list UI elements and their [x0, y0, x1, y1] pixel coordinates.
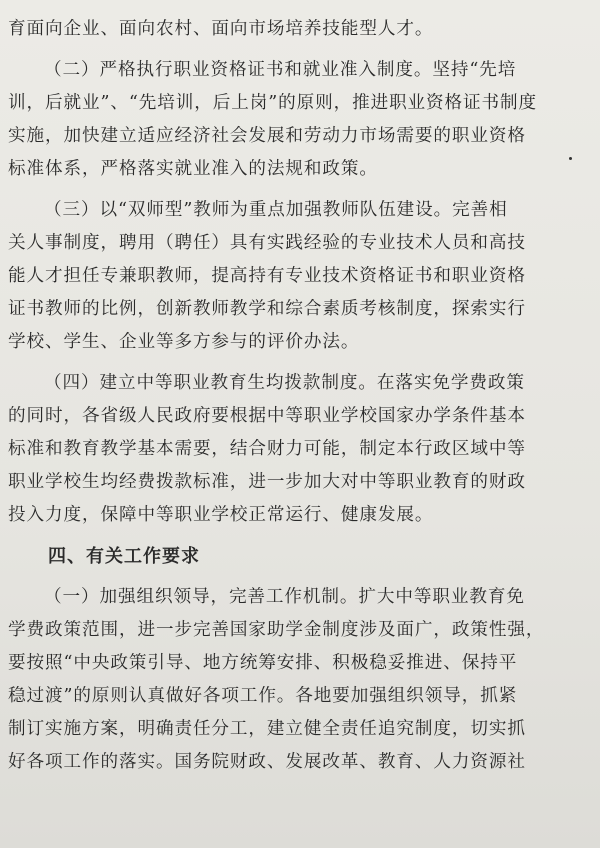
text-line: （三）以“双师型”教师为重点加强教师队伍建设。完善相 — [44, 200, 508, 220]
paragraph-item-4 — [8, 367, 590, 532]
paper-speck — [569, 157, 572, 160]
text-line: 好各项工作的落实。国务院财政、发展改革、教育、人力资源社 — [8, 752, 526, 772]
text-line: 证书教师的比例，创新教师教学和综合素质考核制度，探索实行 — [8, 299, 526, 319]
text-line: 实施，加快建立适应经济社会发展和劳动力市场需要的职业资格 — [8, 126, 526, 146]
paragraph-item-3 — [8, 194, 590, 359]
paragraph-intro-tail — [8, 13, 590, 46]
text-line: 学费政策范围，进一步完善国家助学金制度涉及面广，政策性强， — [8, 620, 545, 640]
text-line: （四）建立中等职业教育生均拨款制度。在落实免学费政策 — [44, 373, 525, 393]
text-line: 职业学校生均经费拨款标准，进一步加大对中等职业教育的财政 — [8, 472, 526, 492]
text-line: 能人才担任专兼职教师，提高持有专业技术资格证书和职业资格 — [8, 266, 526, 286]
text-line: （二）严格执行职业资格证书和就业准入制度。坚持“先培 — [44, 60, 517, 80]
paragraph-item-2 — [8, 54, 590, 186]
text-line: 制订实施方案，明确责任分工，建立健全责任追究制度，切实抓 — [8, 719, 526, 739]
paragraph-requirement-1 — [8, 581, 590, 779]
text-line: 育面向企业、面向农村、面向市场培养技能型人才。 — [8, 19, 434, 39]
text-line: 稳过渡”的原则认真做好各项工作。各地要加强组织领导，抓紧 — [8, 686, 518, 706]
section-heading: 四、有关工作要求 — [48, 546, 200, 567]
text-line: 投入力度，保障中等职业学校正常运行、健康发展。 — [8, 505, 434, 525]
text-line: 训，后就业”、“先培训，后上岗”的原则，推进职业资格证书制度 — [8, 93, 538, 113]
text-line: 标准体系，严格落实就业准入的法规和政策。 — [8, 159, 378, 179]
text-line: 的同时，各省级人民政府要根据中等职业学校国家办学条件基本 — [8, 406, 526, 426]
text-line: 要按照“中央政策引导、地方统筹安排、积极稳妥推进、保持平 — [8, 653, 518, 673]
text-line: 关人事制度，聘用（聘任）具有实践经验的专业技术人员和高技 — [8, 233, 526, 253]
text-line: （一）加强组织领导，完善工作机制。扩大中等职业教育免 — [44, 587, 525, 607]
text-line: 标准和教育教学基本需要，结合财力可能，制定本行政区域中等 — [8, 439, 526, 459]
text-line: 学校、学生、企业等多方参与的评价办法。 — [8, 332, 360, 352]
